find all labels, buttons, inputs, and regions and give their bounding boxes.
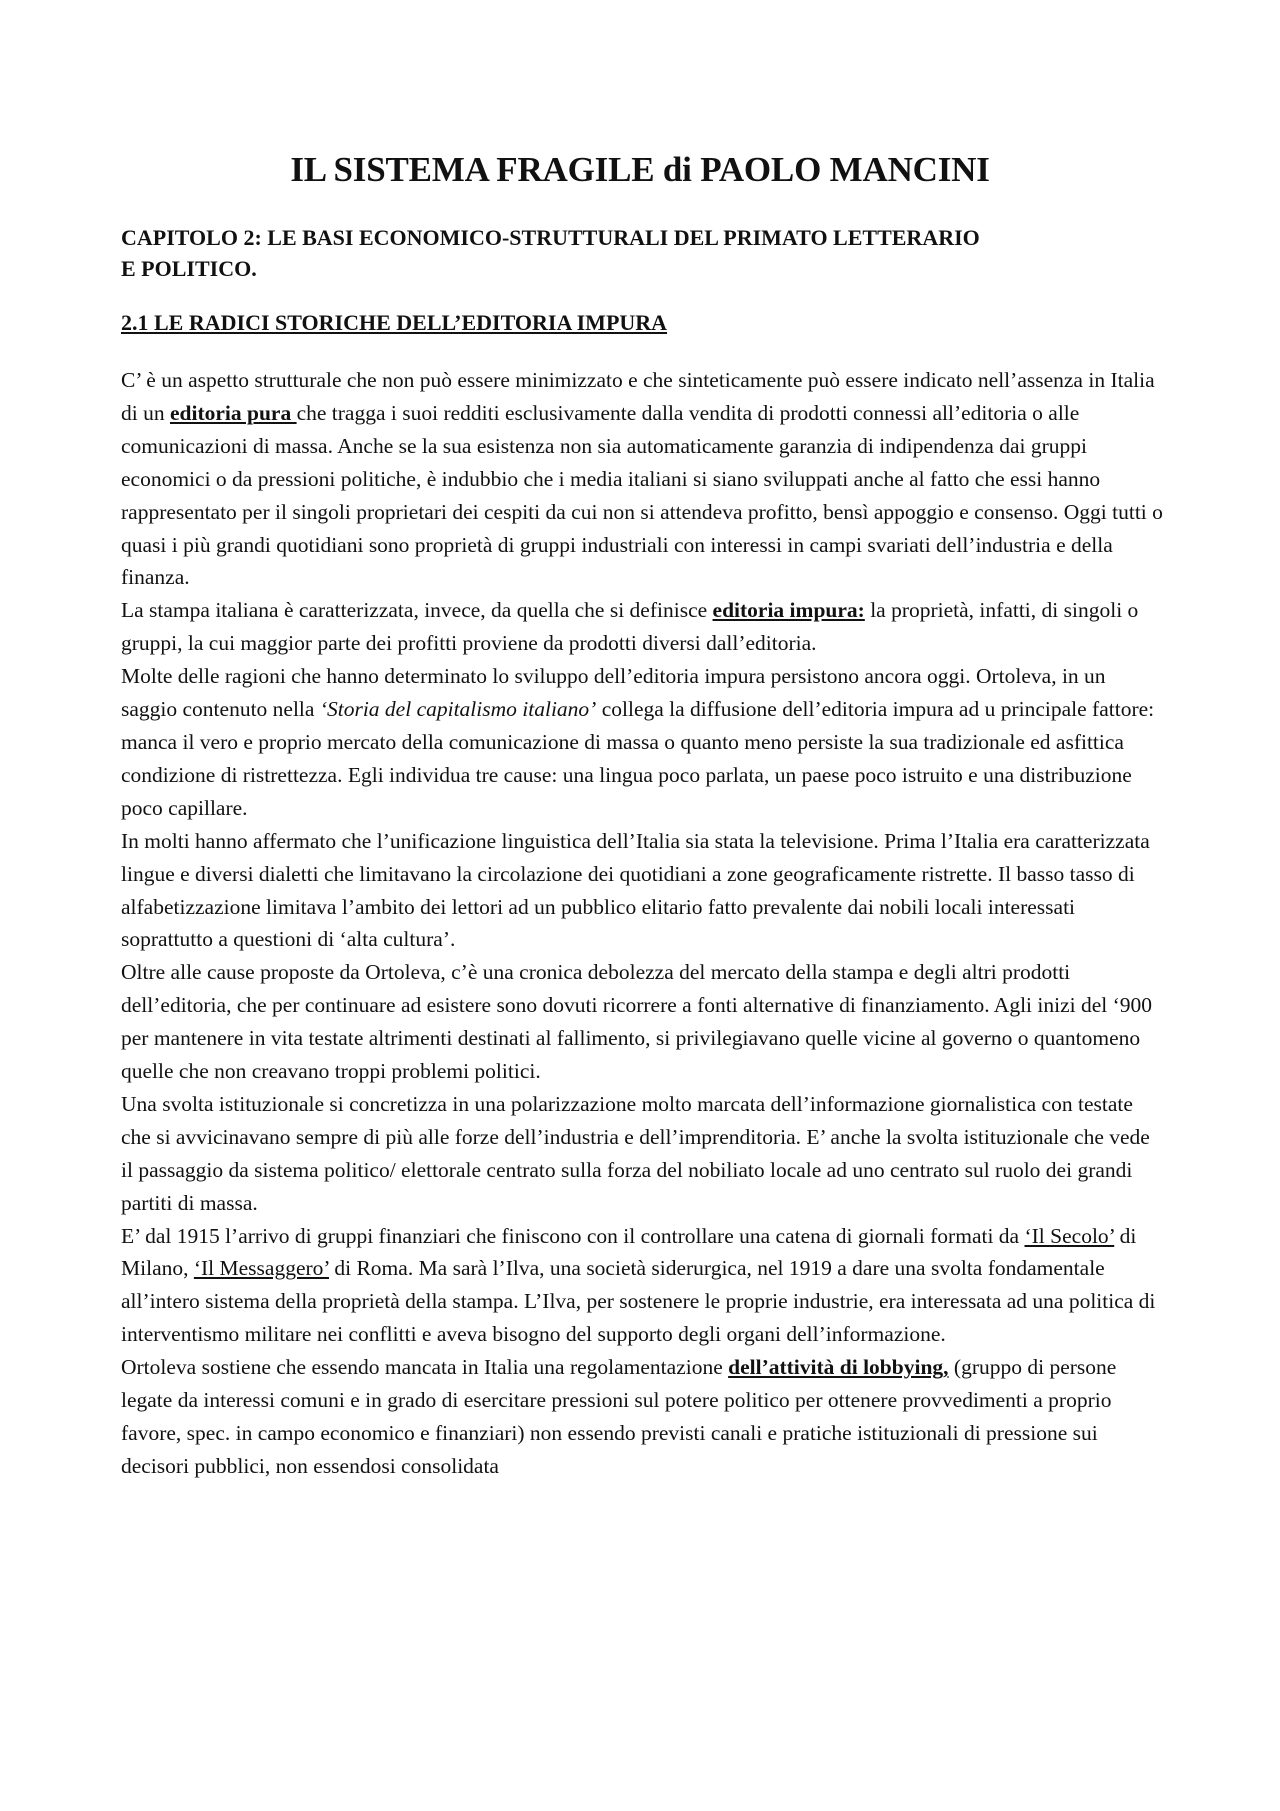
- paragraph-3-text-b: collega la diffusione dell’editoria impura ad u principale fattore: manca il vero e proprio mercato della comunicazione di massa o quanto meno persiste la sua tradizionale ed asfittica condizione di ristrettezza. Egli individua tre cause: una lingua poco parlata, un paese poco istruito e una distribuzione poco capillare.: [121, 697, 1155, 820]
- paragraph-1-text-b: che tragga i suoi redditi esclusivamente dalla vendita di prodotti connessi all’editoria o alle comunicazioni di massa. Anche se la sua esistenza non sia automaticamente garanzia di indipendenza dai gruppi economici o da pressioni politiche, è indubbio che i media italiani si siano sviluppati anche al fatto che essi hanno rappresentato per il singoli proprietari dei cespiti da cui non si attendeva profitto, bensì appoggio e consenso. Oggi tutti o quasi i più grandi quotidiani sono proprietà di gruppi industriali con interessi in campi svariati dell’industria e della finanza.: [121, 400, 1163, 590]
- paragraph-2-text-b: la proprietà, infatti, di singoli o gruppi, la cui maggior parte dei profitti proviene da prodotti diversi dall’editoria.: [121, 598, 1139, 656]
- paragraph-7-text-a: E’ dal 1915 l’arrivo di gruppi finanziari che finiscono con il controllare una catena di giornali formati da: [121, 1223, 1025, 1248]
- paragraph-3-text-a: Molte delle ragioni che hanno determinato lo sviluppo dell’editoria impura persistono ancora oggi. Ortoleva, in un saggio contenuto nella: [121, 664, 1106, 722]
- paragraph-5: Oltre alle cause proposte da Ortoleva, c’è una cronica debolezza del mercato della stampa e degli altri prodotti dell’editoria, che per continuare ad esistere sono dovuti ricorrere a fonti alternative di finanziamento. Agli inizi del ‘900 per mantenere in vita testate altrimenti destinati al fallimento, si privilegiavano quelle vicine al governo o quantomeno quelle che non creavano troppi problemi politici.: [121, 960, 1153, 1084]
- term-lobbying: dell’attività di lobbying,: [728, 1355, 949, 1380]
- paragraph-3: [121, 660, 1166, 825]
- chapter-heading: [121, 222, 1161, 284]
- paragraph-6: Una svolta istituzionale si concretizza in una polarizzazione molto marcata dell’informazione giornalistica con testate che si avvicinavano sempre di più alle forze dell’industria e dell’imprenditoria. E’ anche la svolta istituzionale che vede il passaggio da sistema politico/ elettorale centrato sulla forza del nobiliato locale ad uno centrato sul ruolo dei grandi partiti di massa.: [121, 1091, 1150, 1215]
- document-title: IL SISTEMA FRAGILE di PAOLO MANCINI: [290, 150, 990, 189]
- book-title-storia-capitalismo: ‘Storia del capitalismo italiano’: [319, 697, 597, 722]
- paragraph-8-text-b: (gruppo di persone legate da interessi comuni e in grado di esercitare pressioni sul potere politico per ottenere provvedimenti a proprio favore, spec. in campo economico e finanziari) non essendo previsti canali e pratiche istituzionali di pressione sui decisori pubblici, non essendosi consolidata: [121, 1355, 1117, 1478]
- paragraph-7: [121, 1220, 1166, 1352]
- newspaper-il-secolo: ‘Il Secolo’: [1024, 1223, 1115, 1248]
- paragraph-7-text-b: di Milano,: [121, 1223, 1137, 1281]
- paragraph-1: [121, 364, 1166, 594]
- paragraph-8: [121, 1351, 1166, 1483]
- chapter-heading-line-2: E POLITICO.: [121, 256, 257, 281]
- newspaper-il-messaggero: ‘Il Messaggero’: [193, 1256, 329, 1281]
- paragraph-2-text-a: La stampa italiana è caratterizzata, invece, da quella che si definisce: [121, 598, 713, 623]
- term-editoria-impura: editoria impura:: [712, 598, 865, 623]
- paragraph-1-text-a: C’ è un aspetto strutturale che non può essere minimizzato e che sinteticamente può essere indicato nell’assenza in Italia di un: [121, 368, 1155, 425]
- paragraph-2: [121, 594, 1166, 660]
- term-editoria-pura: editoria pura: [169, 400, 297, 425]
- section-heading: 2.1 LE RADICI STORICHE DELL’EDITORIA IMPURA: [121, 310, 668, 335]
- body-text: [121, 364, 1166, 1483]
- chapter-heading-line-1: CAPITOLO 2: LE BASI ECONOMICO-STRUTTURALI DEL PRIMATO LETTERARIO: [121, 225, 980, 250]
- paragraph-4: In molti hanno affermato che l’unificazione linguistica dell’Italia sia stata la televisione. Prima l’Italia era caratterizzata lingue e diversi dialetti che limitavano la circolazione dei quotidiani a zone geograficamente ristrette. Il basso tasso di alfabetizzazione limitava l’ambito dei lettori ad un pubblico elitario fatto prevalente dai nobili locali interessati soprattutto a questioni di ‘alta cultura’.: [121, 828, 1150, 952]
- paragraph-8-text-a: Ortoleva sostiene che essendo mancata in Italia una regolamentazione: [121, 1355, 729, 1380]
- paragraph-7-text-c: di Roma. Ma sarà l’Ilva, una società siderurgica, nel 1919 a dare una svolta fondamentale all’intero sistema della proprietà della stampa. L’Ilva, per sostenere le proprie industrie, era interessata ad una politica di interventismo militare nei conflitti e aveva bisogno del supporto degli organi dell’informazione.: [121, 1256, 1156, 1347]
